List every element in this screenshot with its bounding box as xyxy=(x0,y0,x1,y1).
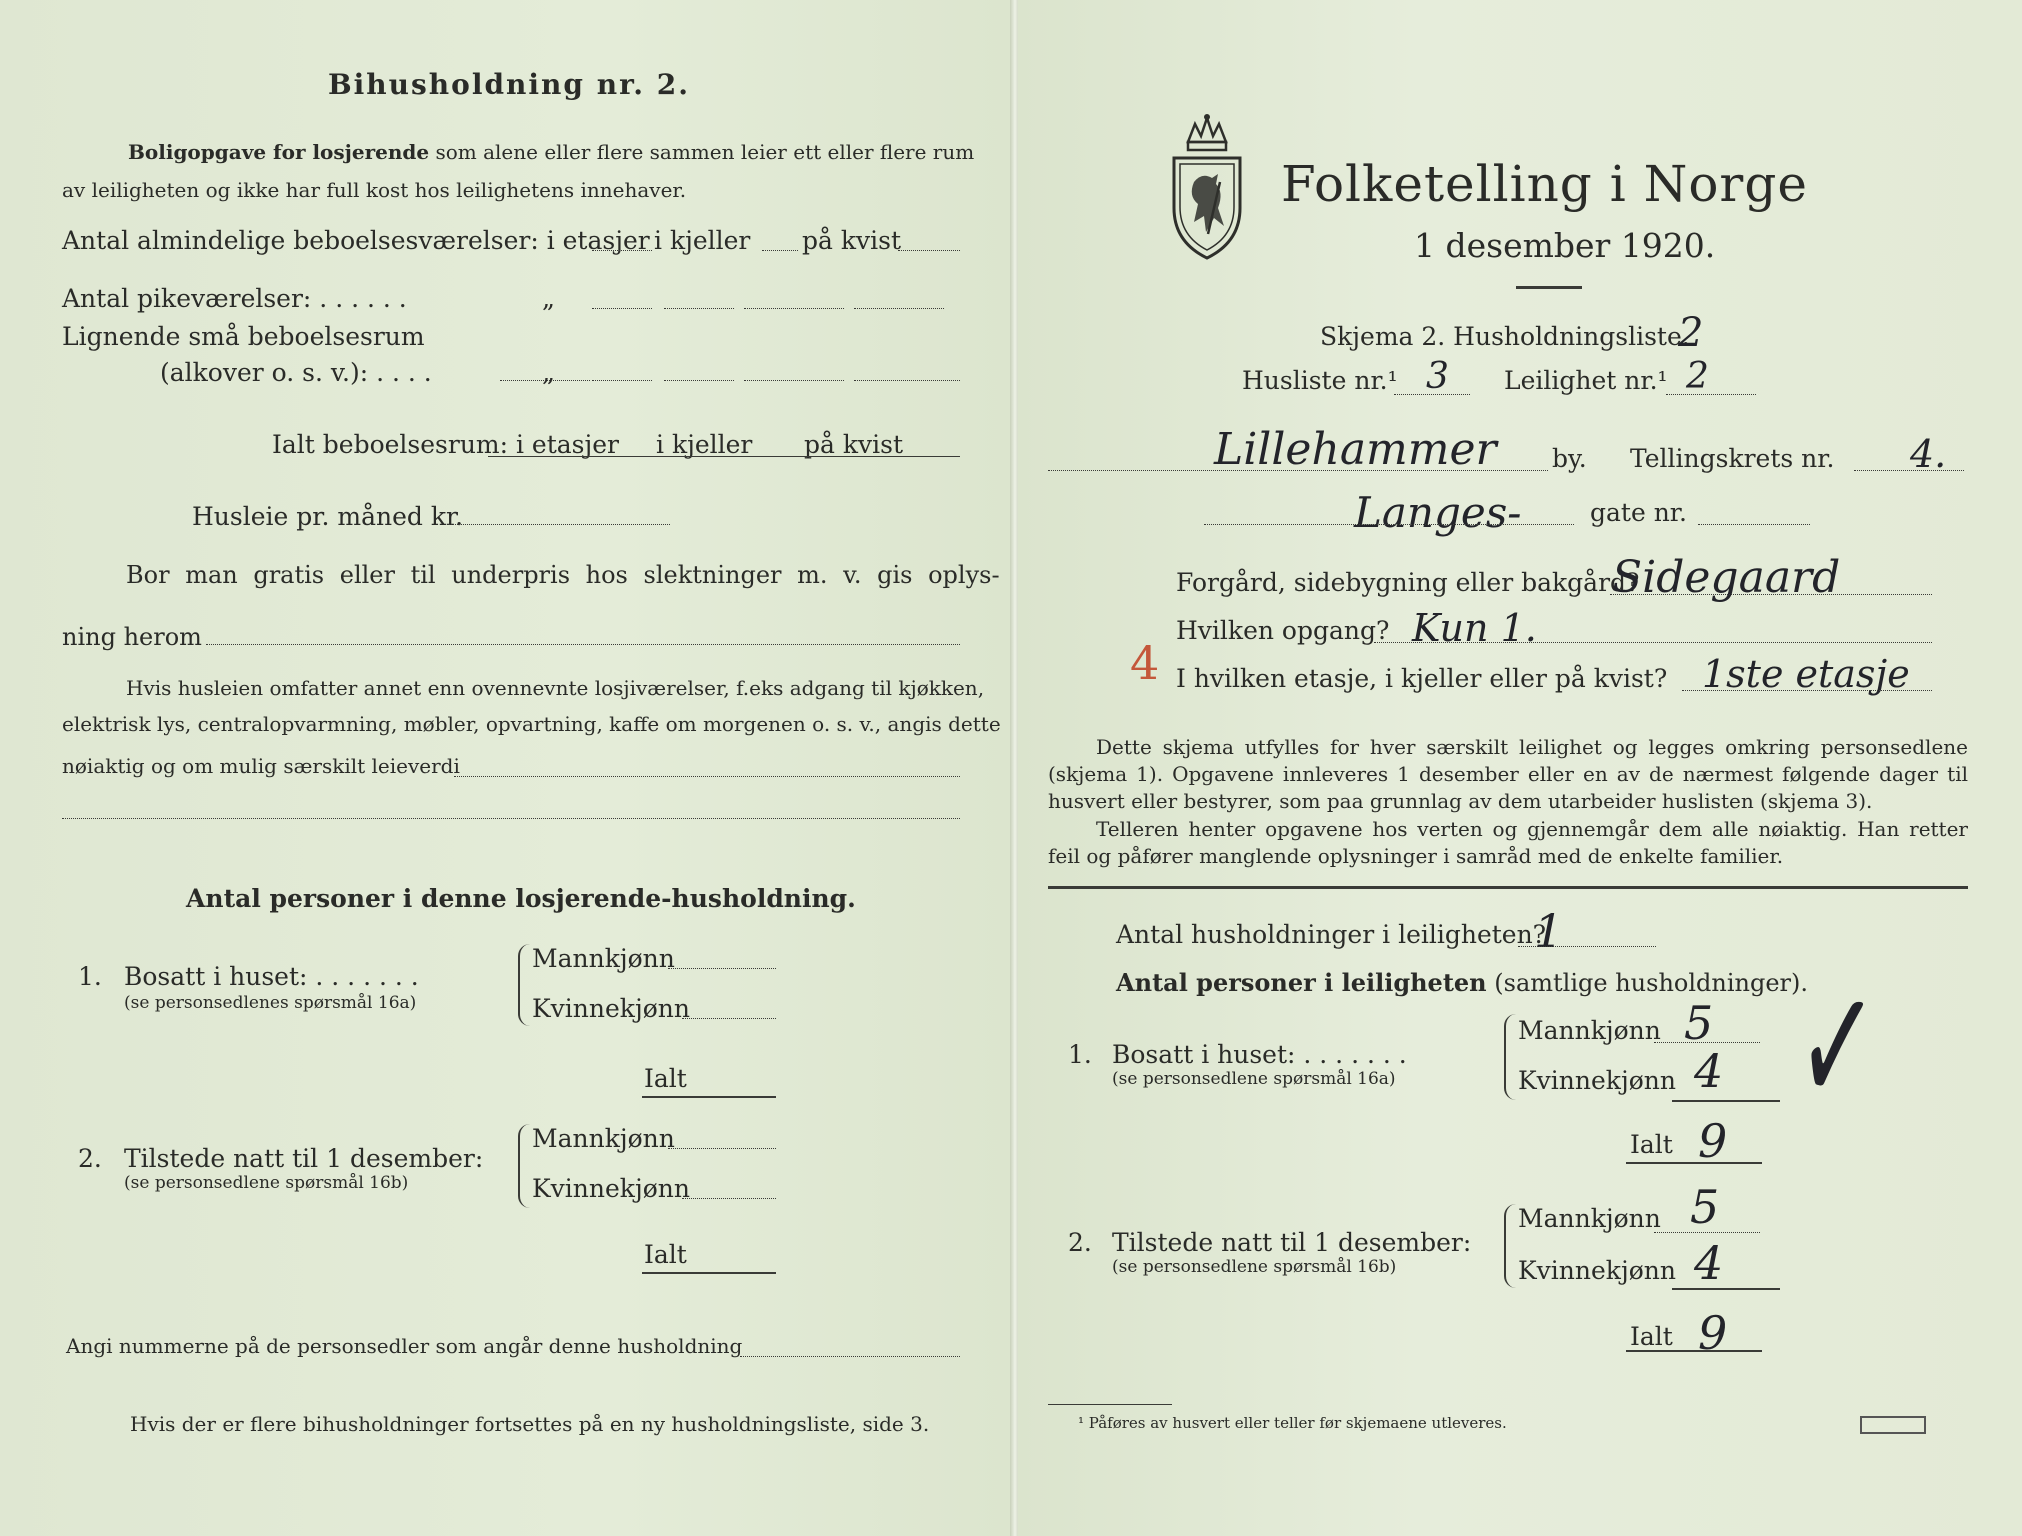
alcoves-label: (alkover o. s. v.): . . . . xyxy=(160,358,432,387)
households-label: Antal husholdninger i leiligheten? xyxy=(1116,920,1547,949)
q2-male-field xyxy=(1654,1232,1760,1233)
rent-label: Husleie pr. måned kr. xyxy=(192,502,464,531)
maid-cellar-field[interactable] xyxy=(664,308,734,309)
q2-number: 2. xyxy=(1068,1228,1092,1257)
q2-female-label: Kvinnekjønn xyxy=(532,1174,690,1203)
persons-heading: Antal personer i denne losjerende-husholdning. xyxy=(186,884,856,913)
q1-total-field xyxy=(1626,1162,1762,1164)
q1-total-field[interactable] xyxy=(642,1096,776,1098)
form-date: 1 desember 1920. xyxy=(1414,226,1716,265)
rooms-attic-field[interactable] xyxy=(898,250,960,251)
q2-total-field[interactable] xyxy=(642,1272,776,1274)
margin-note: 4 xyxy=(1130,636,1160,690)
rooms-cellar-label: i kjeller xyxy=(654,226,751,255)
leilighet-label: Leilighet nr.¹ xyxy=(1504,366,1668,395)
households-value[interactable]: 1 xyxy=(1534,904,1564,958)
q1-label: Bosatt i huset: . . . . . . . xyxy=(1112,1040,1407,1069)
q1-female-label: Kvinnekjønn xyxy=(532,994,690,1023)
yard-label: Forgård, sidebygning eller bakgård? xyxy=(1176,568,1640,597)
q2-female-field[interactable] xyxy=(682,1198,776,1199)
q1-total-label: Ialt xyxy=(1630,1130,1673,1159)
alcove-pre-field[interactable] xyxy=(500,380,590,381)
intro-line-2: av leiligheten og ikke har full kost hos leilighetens innehaver. xyxy=(62,178,687,202)
town-value[interactable]: Lillehammer xyxy=(1214,424,1497,475)
leilighet-value[interactable]: 2 xyxy=(1686,356,1709,397)
persons-heading-rest: (samtlige husholdninger). xyxy=(1494,969,1809,997)
q1-male-label: Mannkjønn xyxy=(1518,1016,1661,1045)
q1-number: 1. xyxy=(78,962,102,991)
q2-brace xyxy=(1504,1204,1516,1288)
q2-total-label: Ialt xyxy=(644,1240,687,1269)
ditto-mark: „ xyxy=(542,358,555,387)
entrance-value[interactable]: Kun 1. xyxy=(1412,606,1537,650)
page-title: Bihusholdning nr. 2. xyxy=(328,68,690,101)
entrance-field xyxy=(1374,642,1932,643)
rooms-floors-field[interactable] xyxy=(592,250,652,251)
q1-male-value[interactable]: 5 xyxy=(1684,996,1714,1050)
total-attic-label: på kvist xyxy=(804,430,903,459)
alcove-attic-field[interactable] xyxy=(854,380,960,381)
extra-field-1[interactable] xyxy=(454,776,960,777)
q1-sublabel: (se personsedlenes spørsmål 16a) xyxy=(124,993,417,1013)
ditto-mark: „ xyxy=(542,284,555,313)
footer-text: Hvis der er flere bihusholdninger fortsettes på en ny husholdningsliste, side 3. xyxy=(130,1412,930,1436)
q1-female-value[interactable]: 4 xyxy=(1694,1044,1724,1098)
schema-label: Skjema 2. Husholdningsliste. xyxy=(1320,322,1690,351)
rent-field[interactable] xyxy=(448,524,670,525)
similar-rooms-label: Lignende små beboelsesrum xyxy=(62,322,425,351)
info-paragraph-2: Telleren henter opgavene hos verten og gjennemgår dem alle nøiaktig. Han retter feil og påfører manglende oplysninger i samråd med de enkelte familier. xyxy=(1048,817,1968,868)
q2-female-label: Kvinnekjønn xyxy=(1518,1256,1676,1285)
q1-total-value[interactable]: 9 xyxy=(1698,1114,1728,1168)
town-label: by. xyxy=(1552,444,1587,473)
maid-rooms-label: Antal pikeværelser: . . . . . . xyxy=(62,284,407,313)
alcove-cellar-field[interactable] xyxy=(664,380,734,381)
q2-number: 2. xyxy=(78,1144,102,1173)
extra-text-2: elektrisk lys, centralopvarmning, møbler, opvartning, kaffe om morgenen o. s. v., angis dette xyxy=(62,712,1001,736)
leilighet-field xyxy=(1666,394,1756,395)
relatives-text-1: Bor man gratis eller til underpris hos slektninger m. v. gis oplys- xyxy=(126,561,1000,589)
floor-label: I hvilken etasje, i kjeller eller på kvist? xyxy=(1176,664,1668,693)
yard-field xyxy=(1610,594,1932,595)
persons-heading xyxy=(1116,968,1808,998)
q2-male-label: Mannkjønn xyxy=(1518,1204,1661,1233)
q1-sublabel: (se personsedlene spørsmål 16a) xyxy=(1112,1069,1396,1089)
q1-female-label: Kvinnekjønn xyxy=(1518,1066,1676,1095)
info-paragraph-1: Dette skjema utfylles for hver særskilt leilighet og legges omkring personsedlene (skjema 1). Opgavene innleveres 1 desember eller en av de nærmest følgende dager til husvert eller bestyrer, som paa grunnlag av dem utarbeider huslisten (skjema 3). xyxy=(1048,735,1968,813)
q1-male-label: Mannkjønn xyxy=(532,944,675,973)
extra-field-2[interactable] xyxy=(62,818,960,819)
q2-total-label: Ialt xyxy=(1630,1322,1673,1351)
footnote: ¹ Påføres av husvert eller teller før skjemaene utleveres. xyxy=(1078,1414,1507,1432)
district-field xyxy=(1854,470,1964,471)
maid-gap-field[interactable] xyxy=(744,308,844,309)
extra-text-1: Hvis husleien omfatter annet enn ovennevnte losjiværelser, f.eks adgang til kjøkken, xyxy=(126,676,985,700)
q2-female-field xyxy=(1672,1288,1780,1290)
households-field xyxy=(1518,946,1656,947)
maid-attic-field[interactable] xyxy=(854,308,944,309)
section-divider xyxy=(1048,886,1968,889)
intro-line-1 xyxy=(128,140,974,164)
schema-value[interactable]: 2 xyxy=(1678,310,1704,356)
street-field xyxy=(1204,524,1574,525)
district-value[interactable]: 4. xyxy=(1910,432,1947,476)
q2-label: Tilstede natt til 1 desember: xyxy=(1112,1228,1472,1257)
q2-brace xyxy=(518,1124,530,1208)
right-page xyxy=(1018,0,2022,1536)
intro-rest: som alene eller flere sammen leier ett eller flere rum xyxy=(435,140,975,164)
form-title: Folketelling i Norge xyxy=(1281,155,1808,213)
q1-brace xyxy=(1504,1014,1516,1100)
footnote-divider xyxy=(1048,1404,1172,1405)
q2-female-value[interactable]: 4 xyxy=(1694,1236,1724,1290)
maid-floors-field[interactable] xyxy=(592,308,652,309)
husliste-label: Husliste nr.¹ xyxy=(1242,366,1398,395)
title-divider xyxy=(1516,286,1582,289)
q2-total-value[interactable]: 9 xyxy=(1698,1306,1728,1360)
town-field xyxy=(1048,470,1548,471)
entrance-label: Hvilken opgang? xyxy=(1176,616,1390,645)
relatives-text-2: ning herom xyxy=(62,623,202,651)
husliste-field xyxy=(1394,394,1470,395)
alcove-floors-field[interactable] xyxy=(592,380,652,381)
q1-brace xyxy=(518,944,530,1026)
extra-text-3: nøiaktig og om mulig særskilt leieverdi xyxy=(62,754,460,778)
intro-bold: Boligopgave for losjerende xyxy=(128,140,430,164)
street-value[interactable]: Langes- xyxy=(1354,488,1522,537)
q1-male-field xyxy=(1654,1042,1760,1043)
yard-value[interactable]: Sidegaard xyxy=(1612,552,1841,603)
q1-label: Bosatt i huset: . . . . . . . xyxy=(124,962,419,991)
rooms-cellar-field[interactable] xyxy=(762,250,798,251)
q2-male-label: Mannkjønn xyxy=(532,1124,675,1153)
q1-male-field[interactable] xyxy=(668,968,776,969)
district-label: Tellingskrets nr. xyxy=(1630,444,1835,473)
relatives-field[interactable] xyxy=(206,644,960,645)
numbers-field[interactable] xyxy=(740,1356,960,1357)
printer-stamp xyxy=(1860,1416,1926,1434)
husliste-value[interactable]: 3 xyxy=(1426,356,1449,397)
alcove-gap-field[interactable] xyxy=(744,380,844,381)
street-label: gate nr. xyxy=(1590,498,1687,527)
q1-number: 1. xyxy=(1068,1040,1092,1069)
total-underline xyxy=(488,456,960,457)
total-rooms-label: Ialt beboelsesrum: i etasjer xyxy=(272,430,620,459)
numbers-text: Angi nummerne på de personsedler som angår denne husholdning xyxy=(66,1334,743,1358)
total-cellar-label: i kjeller xyxy=(656,430,753,459)
q1-female-field[interactable] xyxy=(682,1018,776,1019)
q2-total-field xyxy=(1626,1350,1762,1352)
floor-value[interactable]: 1ste etasje xyxy=(1702,652,1910,696)
q2-male-value[interactable]: 5 xyxy=(1690,1180,1720,1234)
street-nr-field[interactable] xyxy=(1698,524,1810,525)
persons-heading-bold: Antal personer i leiligheten xyxy=(1116,968,1487,997)
q1-female-field xyxy=(1672,1100,1780,1102)
q2-male-field[interactable] xyxy=(668,1148,776,1149)
q2-sublabel: (se personsedlene spørsmål 16b) xyxy=(1112,1257,1397,1277)
check-mark-icon: ✓ xyxy=(1792,940,1882,1153)
floor-field xyxy=(1682,690,1932,691)
q2-label: Tilstede natt til 1 desember: xyxy=(124,1144,484,1173)
rooms-attic-label: på kvist xyxy=(802,226,901,255)
norway-coat-of-arms-icon xyxy=(1168,112,1246,262)
rooms-label: Antal almindelige beboelsesværelser: i etasjer xyxy=(62,226,650,255)
q2-sublabel: (se personsedlene spørsmål 16b) xyxy=(124,1173,409,1193)
q1-total-label: Ialt xyxy=(644,1064,687,1093)
